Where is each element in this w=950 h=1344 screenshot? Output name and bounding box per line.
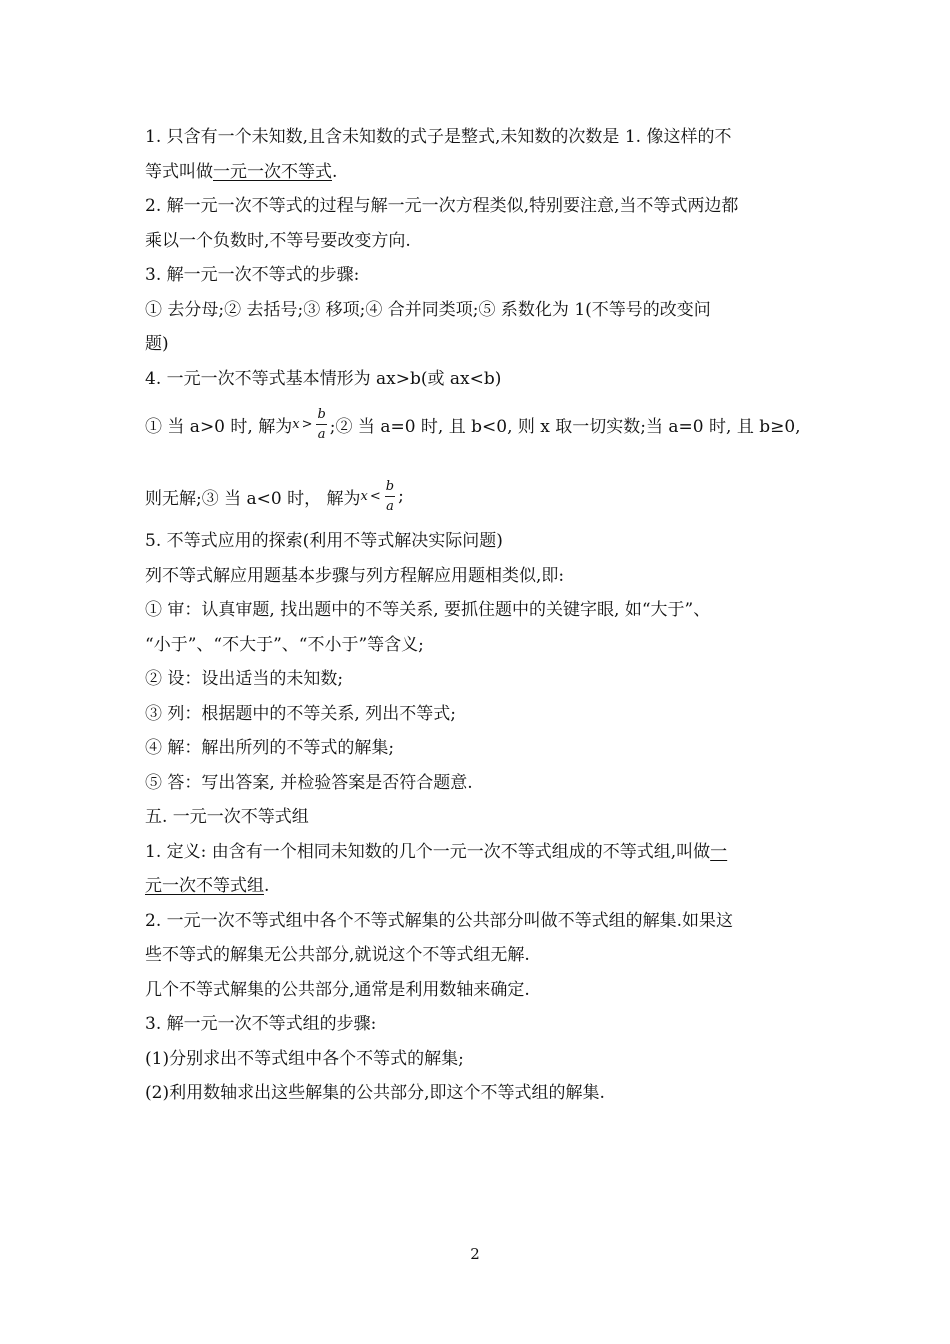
math-operator: > [301,416,313,432]
section-heading: 五. 一元一次不等式组 [145,807,309,827]
text-line [145,835,810,870]
text-line: ④ 解：解出所列的不等式的解集; [145,738,395,758]
text-line: ① 审：认真审题, 找出题中的不等关系, 要抓住题中的关键字眼, 如“大于”、 [145,600,711,620]
text-span: ① 当 a>0 时, 解为 [145,416,293,437]
text-line: 题) [145,334,169,354]
term-underlined: 一元一次不等式 [213,161,332,182]
text-span: 1. 定义: 由含有一个相同未知数的几个一元一次不等式组成的不等式组,叫做 [145,841,711,862]
content-body [145,120,810,1111]
text-block [145,524,810,1111]
text-line: 3. 解一元一次不等式的步骤: [145,265,360,285]
math-operator: < [369,488,381,504]
text-line [145,869,810,904]
math-variable: x [292,416,300,432]
math-variable: x [360,488,368,504]
fraction-denominator: a [386,498,394,514]
text-span: 则无解;③ 当 a<0 时， 解为 [145,488,361,509]
text-line: (1)分别求出不等式组中各个不等式的解集; [145,1048,464,1069]
text-span: ;② 当 a=0 时, 且 b<0, 则 x 取一切实数;当 a=0 时, 且 b≥0, [329,416,801,437]
text-line: 几个不等式解集的公共部分,通常是利用数轴来确定. [145,979,530,1000]
text-line: ② 设：设出适当的未知数; [145,669,344,689]
text-line [145,155,810,190]
text-line: 1. 只含有一个未知数,且含未知数的式子是整式,未知数的次数是 1. 像这样的不 [145,127,732,147]
page-number: 2 [470,1245,480,1263]
fraction-denominator: a [317,426,326,442]
text-line: 些不等式的解集无公共部分,就说这个不等式组无解. [145,945,530,965]
fraction-numerator: b [385,479,395,497]
fraction [316,407,326,442]
text-line: “小于”、“不大于”、“不小于”等含义; [145,634,424,655]
text-span: 等式叫做 [145,161,213,182]
text-line: ⑤ 答：写出答案, 并检验答案是否符合题意. [145,772,473,793]
case-line [145,472,810,520]
text-line: ③ 列：根据题中的不等关系, 列出不等式; [145,703,456,724]
text-span: . [264,876,270,896]
text-line: (2)利用数轴求出这些解集的公共部分,即这个不等式组的解集. [145,1083,605,1103]
fraction [385,479,395,514]
text-line: 乘以一个负数时,不等号要改变方向. [145,230,411,251]
text-line: 4. 一元一次不等式基本情形为 ax>b(或 ax<b) [145,368,502,389]
text-line: 5. 不等式应用的探索(利用不等式解决实际问题) [145,531,503,551]
text-span: . [332,161,338,182]
text-line: 3. 解一元一次不等式组的步骤: [145,1014,377,1034]
term-underlined: 一 [710,841,728,862]
text-line: 2. 一元一次不等式组中各个不等式解集的公共部分叫做不等式组的解集.如果这 [145,910,734,931]
text-line: 列不等式解应用题基本步骤与列方程解应用题相类似,即: [145,565,565,586]
text-line: 2. 解一元一次不等式的过程与解一元一次方程类似,特别要注意,当不等式两边都 [145,196,739,216]
term-underlined: 元一次不等式组 [145,876,264,896]
case-line [145,396,810,452]
text-span: ; [398,486,404,506]
text-line: ① 去分母;② 去括号;③ 移项;④ 合并同类项;⑤ 系数化为 1(不等号的改变问 [145,299,711,320]
fraction-numerator: b [316,407,326,425]
